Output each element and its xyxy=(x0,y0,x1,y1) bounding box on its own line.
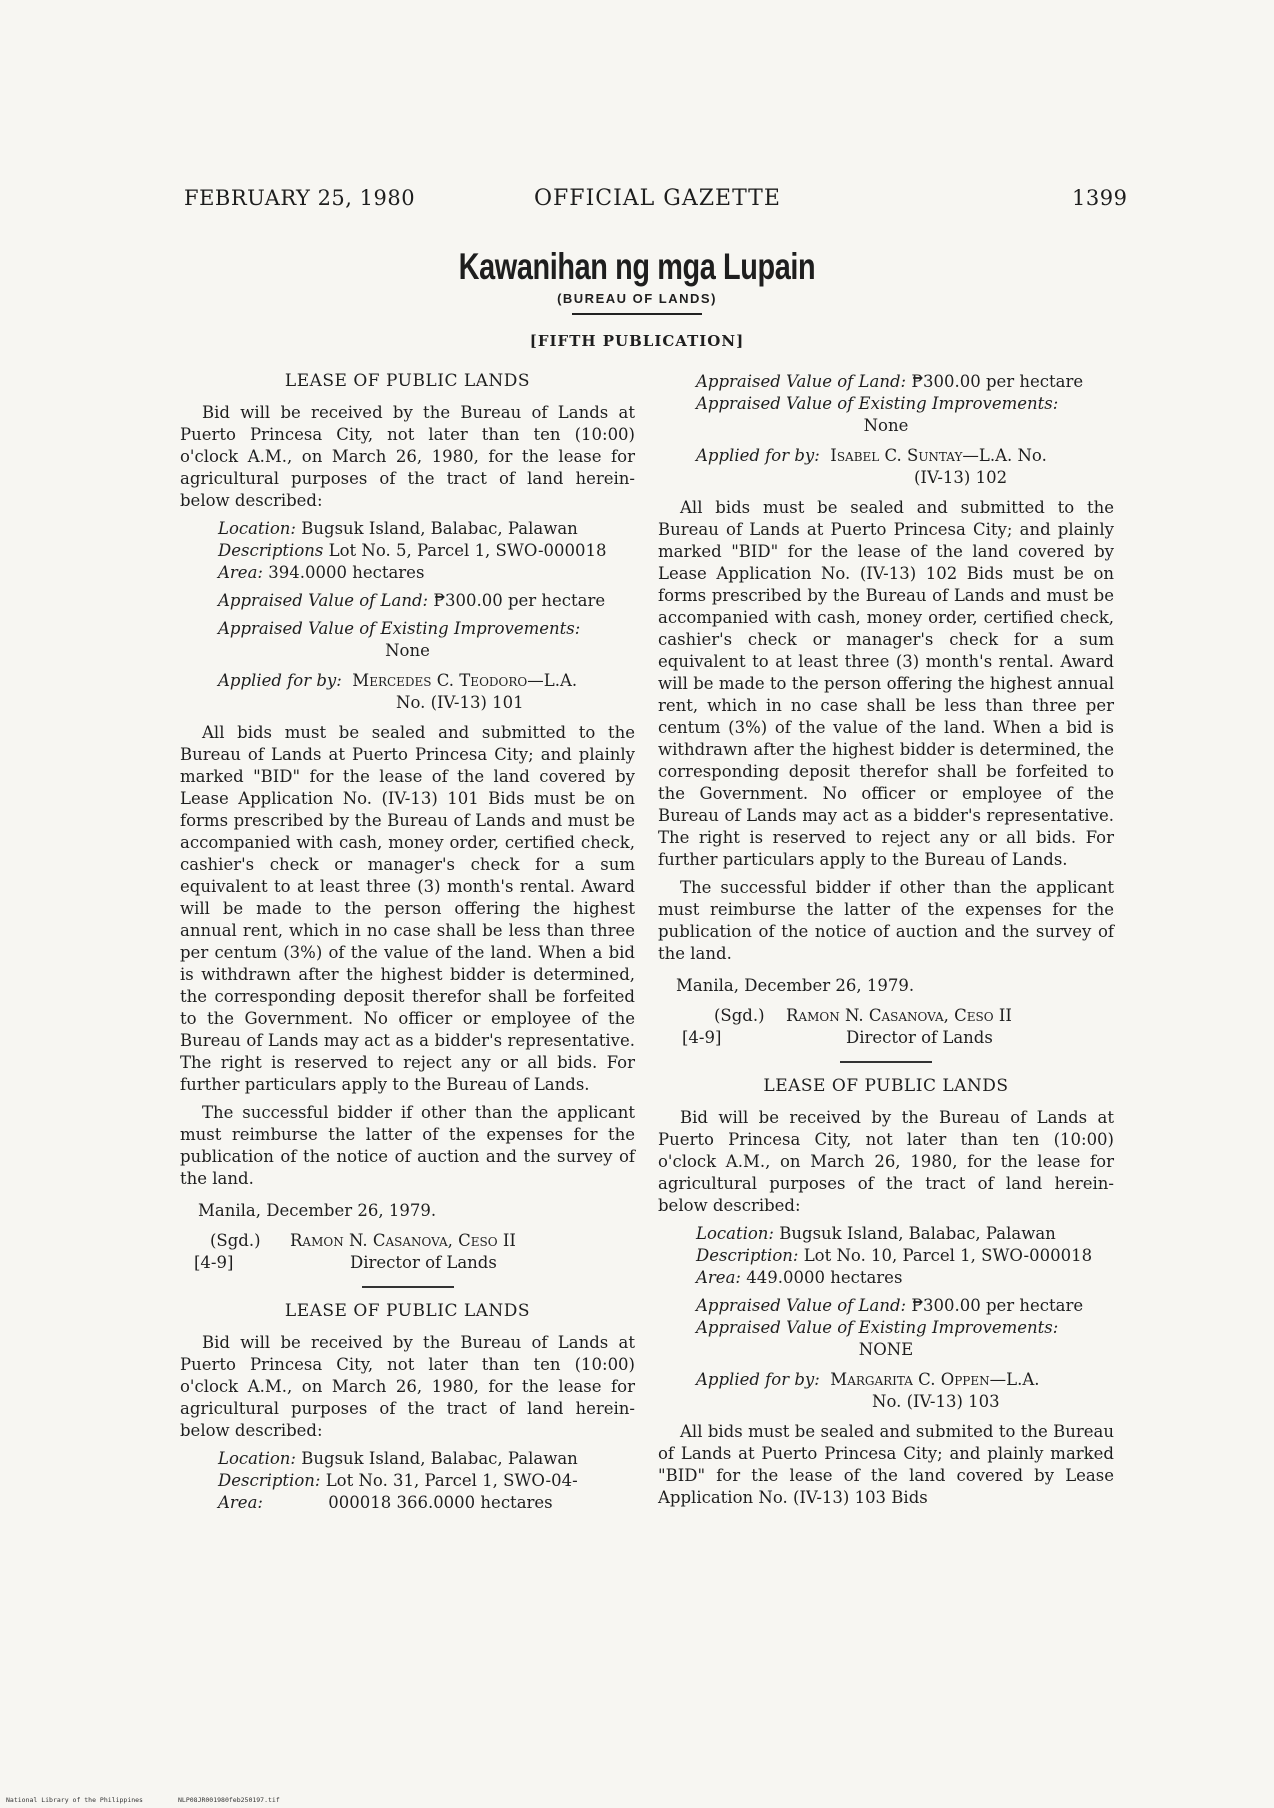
notice-3 xyxy=(658,1075,1114,1509)
improvements-value: None xyxy=(863,416,909,435)
improvements-value: None xyxy=(385,641,430,660)
area-label: Area: xyxy=(218,563,263,582)
description-value: Lot No. 10, Parcel 1, SWO-000018 xyxy=(803,1246,1093,1265)
notice-intro: Bid will be received by the Bureau of Lands at Puerto Princesa City, not later than ten (10:00) o'clock A.M., on March 26, 1980, for the lease for agricultural purposes of the tract of land herein-below described: xyxy=(180,403,635,510)
applicant-number: No. (IV-13) 103 xyxy=(872,1392,1000,1411)
location-value: Bugsuk Island, Balabac, Palawan xyxy=(301,1449,578,1468)
land-value-label: Appraised Value of Land: xyxy=(696,1296,907,1315)
land-value: ₱300.00 per hectare xyxy=(911,372,1084,391)
bureau-subtitle: (BUREAU OF LANDS) xyxy=(557,291,717,306)
bids-paragraph: All bids must be sealed and submited to the Bureau of Lands at Puerto Princesa City; and plainly marked "BID" for the lease of the land covered by Lease Application No. (IV-13) 103 Bids xyxy=(658,1422,1114,1507)
notice-heading: LEASE OF PUBLIC LANDS xyxy=(284,371,531,391)
applicant-number: (IV-13) 102 xyxy=(914,468,1008,487)
area-label: Area: xyxy=(696,1268,741,1287)
location-field xyxy=(218,518,635,540)
applied-label: Applied for by: xyxy=(696,446,820,465)
notice-2-start xyxy=(180,1300,635,1514)
bureau-title: Kawanihan ng mga Lupain xyxy=(458,246,816,287)
land-value-label: Appraised Value of Land: xyxy=(218,591,429,610)
applicant-la: —L.A. xyxy=(527,671,578,690)
bids-paragraph: All bids must be sealed and submitted to the Bureau of Lands at Puerto Princesa City; and plainly marked "BID" for the lease of the land covered by Lease Application No. (IV-13) 102 Bids must be on forms prescribed by the Bureau of Lands and must be accompanied with cash, money order, certified check, cashier's check or manager's check for a sum equivalent to at least three (3) month's rental. Award will be made to the person offering the highest annual rent, which in no case shall be less than three per centum (3%) of the value of the land. When a bid is withdrawn after the highest bidder is determined, the corresponding deposit therefor shall be forfeited to the Government. No officer or employee of the Bureau of Lands may act as a bidder's representative. The right is reserved to reject any or all bids. For further particulars apply to the Bureau of Lands. xyxy=(658,498,1114,869)
signature-line xyxy=(658,1005,1114,1027)
notice-heading: LEASE OF PUBLIC LANDS xyxy=(284,1301,531,1321)
signatory-name: Ramon N. Casanova, Ceso II xyxy=(290,1231,516,1250)
description-field xyxy=(696,1245,1114,1267)
signature-title-line xyxy=(180,1252,635,1274)
applied-label: Applied for by: xyxy=(696,1370,820,1389)
signature-title-line xyxy=(658,1027,1114,1049)
improvements-label: Appraised Value of Existing Improvements: xyxy=(696,1318,1059,1337)
masthead-rule xyxy=(572,313,702,315)
area-label: Area: xyxy=(218,1493,263,1512)
improvements-label: Appraised Value of Existing Improvements: xyxy=(218,619,581,638)
bids-paragraph: All bids must be sealed and submitted to the Bureau of Lands at Puerto Princesa City; and plainly marked "BID" for the lease of the land covered by Lease Application No. (IV-13) 101 Bids must be on forms prescribed by the Bureau of Lands and must be accompanied with cash, money order, certified check, cashier's check or manager's check for a sum equivalent to at least three (3) month's rental. Award will be made to the person offering the highest annual rent, which in no case shall be less than three per centum (3%) of the value of the land. When a bid is withdrawn after the highest bidder is determined, the corresponding deposit therefor shall be forfeited to the Government. No officer or employee of the Bureau of Lands may act as a bidder's representative. The right is reserved to reject any or all bids. For further particulars apply to the Bureau of Lands. xyxy=(180,723,635,1094)
header-publication-title: OFFICIAL GAZETTE xyxy=(534,186,781,211)
description-field xyxy=(218,540,635,562)
description-value: Lot No. 31, Parcel 1, SWO-04- xyxy=(325,1471,578,1490)
signatory-name: Ramon N. Casanova, Ceso II xyxy=(786,1006,1012,1025)
land-value-field xyxy=(696,1295,1114,1317)
improvements-label: Appraised Value of Existing Improvements: xyxy=(696,394,1059,413)
section-divider xyxy=(840,1061,932,1063)
applied-label: Applied for by: xyxy=(218,671,342,690)
applicant-name: Isabel C. Suntay xyxy=(830,446,963,465)
scan-filename: NLP08JR001980feb250197.tif xyxy=(178,1796,280,1804)
right-column xyxy=(658,371,1114,1515)
area-value: 000018 366.0000 hectares xyxy=(328,1493,553,1512)
area-field xyxy=(696,1267,1114,1289)
publication-ref: [4-9] xyxy=(194,1253,234,1272)
location-value: Bugsuk Island, Balabac, Palawan xyxy=(301,519,578,538)
improvements-field xyxy=(218,618,635,640)
signature-line xyxy=(180,1230,635,1252)
notice-intro: Bid will be received by the Bureau of Lands at Puerto Princesa City, not later than ten (10:00) o'clock A.M., on March 26, 1980, for the lease for agricultural purposes of the tract of land herein-below described: xyxy=(658,1108,1114,1215)
area-field xyxy=(218,562,635,584)
applied-field xyxy=(696,1369,1114,1413)
section-divider xyxy=(362,1286,454,1288)
reimburse-paragraph: The successful bidder if other than the applicant must reimburse the latter of the expenses for the publication of the notice of auction and the survey of the land. xyxy=(180,1103,635,1188)
dateline: Manila, December 26, 1979. xyxy=(676,976,915,995)
improvements-value: NONE xyxy=(858,1340,914,1359)
area-value: 394.0000 hectares xyxy=(268,563,425,582)
notice-1 xyxy=(180,370,635,1274)
notice-heading: LEASE OF PUBLIC LANDS xyxy=(763,1076,1009,1096)
location-field xyxy=(218,1448,635,1470)
description-label: Descriptions xyxy=(218,541,324,560)
description-label: Description: xyxy=(218,1471,321,1490)
description-value: Lot No. 5, Parcel 1, SWO-000018 xyxy=(328,541,607,560)
location-label: Location: xyxy=(696,1224,774,1243)
land-value-label: Appraised Value of Land: xyxy=(696,372,907,391)
improvements-field xyxy=(696,393,1114,415)
header-date: FEBRUARY 25, 1980 xyxy=(184,186,416,210)
improvements-field xyxy=(696,1317,1114,1339)
publication-ref: [4-9] xyxy=(682,1028,722,1047)
applicant-la: —L.A. xyxy=(989,1370,1040,1389)
signatory-position: Director of Lands xyxy=(350,1253,497,1272)
notice-intro: Bid will be received by the Bureau of Lands at Puerto Princesa City, not later than ten (10:00) o'clock A.M., on March 26, 1980, for the lease for agricultural purposes of the tract of land herein-below described: xyxy=(180,1333,635,1440)
notice-2-continued xyxy=(658,371,1114,1049)
header-page-number: 1399 xyxy=(1072,186,1128,210)
area-field xyxy=(218,1492,635,1514)
left-column xyxy=(180,370,635,1514)
description-field xyxy=(218,1470,635,1492)
signatory-position: Director of Lands xyxy=(846,1028,993,1047)
dateline: Manila, December 26, 1979. xyxy=(198,1201,437,1220)
applied-field xyxy=(218,670,635,714)
land-value: ₱300.00 per hectare xyxy=(911,1296,1084,1315)
location-value: Bugsuk Island, Balabac, Palawan xyxy=(779,1224,1056,1243)
description-label: Description: xyxy=(696,1246,799,1265)
applicant-name: Margarita C. Oppen xyxy=(830,1370,990,1389)
land-value-field xyxy=(696,371,1114,393)
land-value: ₱300.00 per hectare xyxy=(433,591,606,610)
applicant-la: —L.A. No. xyxy=(962,446,1047,465)
applicant-name: Mercedes C. Teodoro xyxy=(352,671,528,690)
location-label: Location: xyxy=(218,1449,296,1468)
land-value-field xyxy=(218,590,635,612)
library-credit: National Library of the Philippines xyxy=(6,1796,143,1804)
applied-field xyxy=(696,445,1114,489)
sgd-mark: (Sgd.) xyxy=(714,1006,765,1025)
applicant-number: No. (IV-13) 101 xyxy=(396,693,524,712)
location-field xyxy=(696,1223,1114,1245)
publication-tag: [FIFTH PUBLICATION] xyxy=(529,332,745,350)
reimburse-paragraph: The successful bidder if other than the applicant must reimburse the latter of the expenses for the publication of the notice of auction and the survey of the land. xyxy=(658,878,1114,963)
sgd-mark: (Sgd.) xyxy=(210,1231,261,1250)
location-label: Location: xyxy=(218,519,296,538)
area-value: 449.0000 hectares xyxy=(746,1268,903,1287)
